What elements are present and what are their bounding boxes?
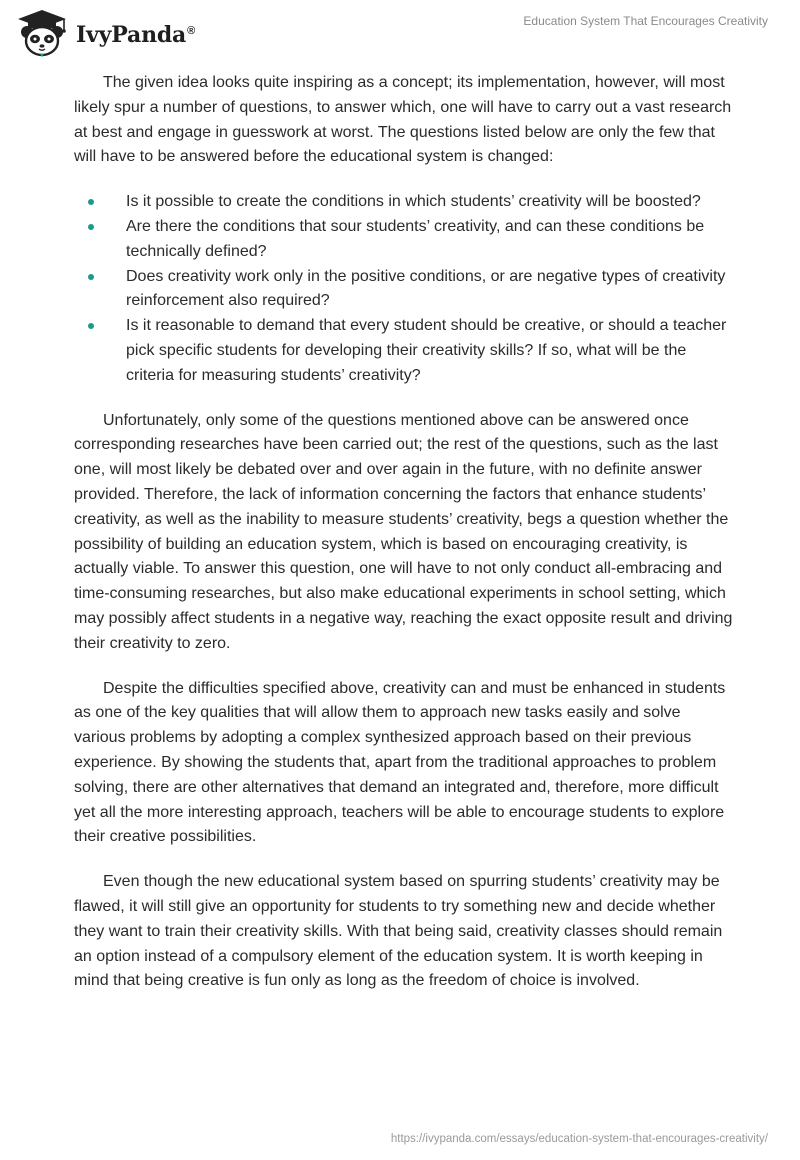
bullet-dot-icon xyxy=(88,224,94,230)
bullet-dot-icon xyxy=(88,274,94,280)
source-url-link[interactable]: https://ivypanda.com/essays/education-system-that-encourages-creativity/ xyxy=(390,1133,768,1145)
registered-mark: ® xyxy=(187,24,196,37)
document-title: Education System That Encourages Creativity xyxy=(523,14,768,28)
paragraph-unfortunately: Unfortunately, only some of the questions mentioned above can be answered once corresponding researches have been carried out; the rest of the questions, such as the last one, will most likely be debated over and over again in the future, with no definite answer provided. Therefore, the lack of information concerning the factors that enhance students’ creativity, as well as the inability to measure students’ creativity, begs a question whether the possibility of building an education system, which is based on encouraging creativity, is actually viable. To answer this question, one will have to not only conduct all-embracing and time-consuming researches, but also make educational experiments in school setting, which may possibly affect students in a negative way, reaching the exact opposite result and driving their creativity to zero. xyxy=(74,411,733,652)
bullet-dot-icon xyxy=(88,323,94,329)
list-item-text: Are there the conditions that sour students’ creativity, and can these conditions be technically defined? xyxy=(126,217,705,260)
paragraph-conclusion: Even though the new educational system based on spurring students’ creativity may be flawed, it will still give an opportunity for students to try something new and decide whether they want to train their creativity skills. With that being said, creativity classes should remain an option instead of a compulsory element of the education system. It is worth keeping in mind that being creative is fun only as long as the freedom of choice is involved. xyxy=(74,873,723,990)
list-item xyxy=(74,215,734,265)
paragraph-intro: The given idea looks quite inspiring as a concept; its implementation, however, will most likely spur a number of questions, to answer which, one will have to carry out a vast research at best and engage in guesswork at worst. The questions listed below are only the few that will have to be answered before the educational system is changed: xyxy=(74,74,732,166)
ivypanda-logo[interactable] xyxy=(14,8,195,58)
bullet-dot-icon xyxy=(88,199,94,205)
question-list xyxy=(74,190,734,388)
brand-name: IvyPanda® xyxy=(76,22,196,48)
list-item xyxy=(74,265,734,315)
essay-body xyxy=(74,71,734,1014)
list-item xyxy=(74,314,734,388)
panda-graduate-icon xyxy=(14,8,70,58)
paragraph-despite: Despite the difficulties specified above, creativity can and must be enhanced in students as one of the key qualities that will allow them to approach new tasks easily and solve various problems by adopting a complex synthesized approach based on their previous experience. By showing the students that, apart from the traditional approaches to problem solving, there are other alternatives that demand an integrated and, therefore, more difficult yet all the more interesting approach, teachers will be able to encourage students to explore their creative possibilities. xyxy=(74,679,726,846)
list-item-text: Is it possible to create the conditions in which students’ creativity will be boosted? xyxy=(126,193,701,211)
list-item xyxy=(74,190,734,215)
list-item-text: Is it reasonable to demand that every student should be creative, or should a teacher pick specific students for developing their creativity skills? If so, what will be the criteria for measuring students’ creativity? xyxy=(126,317,727,384)
list-item-text: Does creativity work only in the positive conditions, or are negative types of creativity reinforcement also required? xyxy=(126,267,726,310)
page-header xyxy=(0,0,800,70)
